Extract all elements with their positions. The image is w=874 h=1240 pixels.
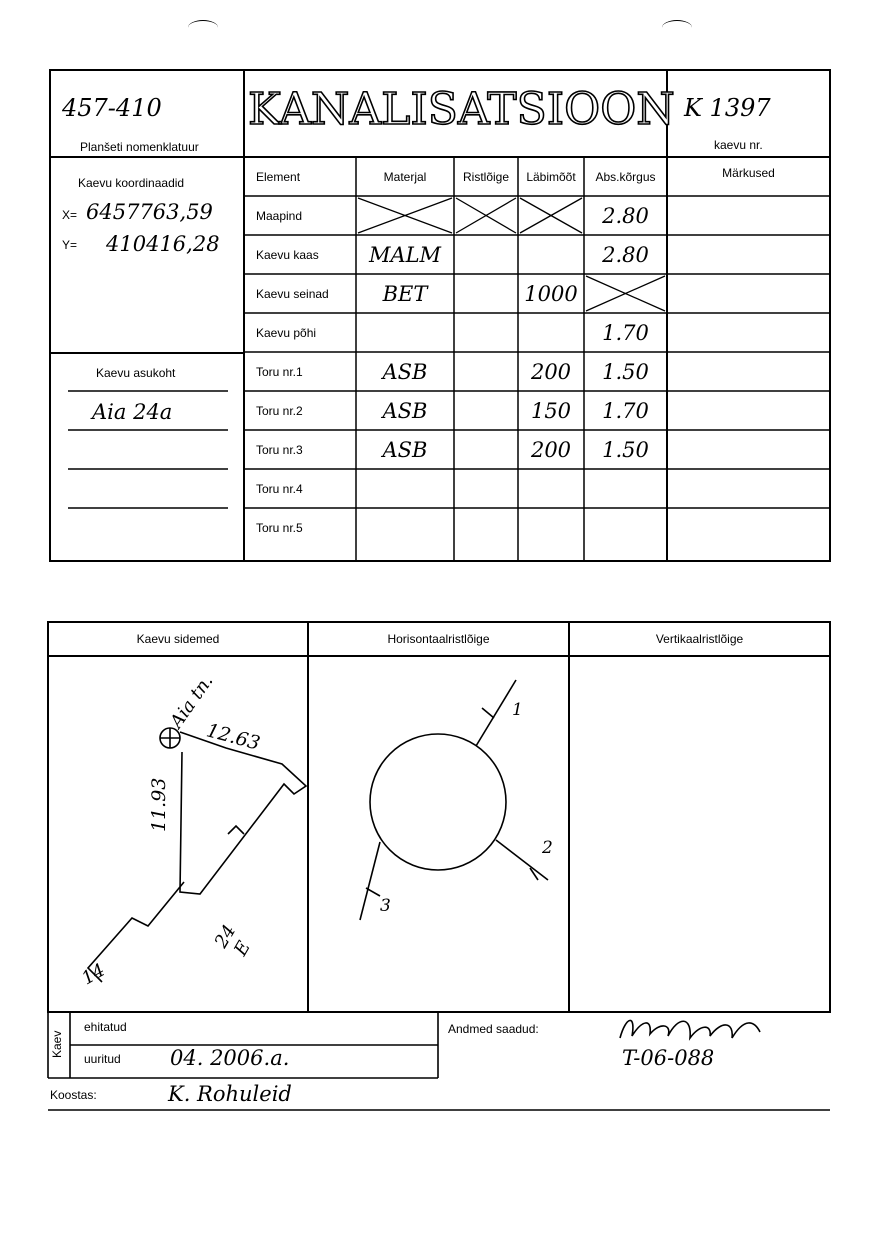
house-letter-a: E <box>230 937 255 960</box>
col-header-element: Element <box>256 170 301 184</box>
signature <box>612 1010 772 1050</box>
nomenclature-label: Planšeti nomenklatuur <box>80 140 199 154</box>
col-header-ristloige: Ristlõige <box>462 170 510 184</box>
location-label: Kaevu asukoht <box>96 366 176 380</box>
row-element: Toru nr.2 <box>256 403 303 418</box>
row-labimoot: 200 <box>530 359 572 384</box>
row-element: Toru nr.1 <box>256 364 303 379</box>
house-number-b: 14 <box>78 959 109 990</box>
pipe-label-2: 2 <box>542 838 553 858</box>
dimension-side: 11.93 <box>148 777 170 832</box>
location-value: Aia 24a <box>92 400 173 424</box>
row-abs-korgus: 1.50 <box>602 359 649 384</box>
row-labimoot: 1000 <box>524 281 578 306</box>
row-abs-korgus: 2.80 <box>602 203 649 228</box>
street-label: Aia tn. <box>166 671 218 733</box>
row-materjal: ASB <box>382 359 428 384</box>
uuritud-value: 04. 2006.a. <box>170 1046 290 1070</box>
row-materjal: ASB <box>382 437 428 462</box>
col-header-labimoot: Läbimõõt <box>526 170 576 184</box>
row-element: Toru nr.4 <box>256 481 303 496</box>
row-abs-korgus: 1.50 <box>602 437 649 462</box>
pipe-label-1: 1 <box>512 700 523 720</box>
col-header-materjal: Materjal <box>383 170 427 184</box>
col-header-abs-korgus: Abs.kõrgus <box>595 170 656 184</box>
x-label: X= <box>62 208 78 222</box>
row-element: Kaevu kaas <box>256 247 319 262</box>
well-number-label: kaevu nr. <box>714 138 763 152</box>
col-header-markused: Märkused <box>722 166 775 180</box>
row-labimoot: 200 <box>530 437 572 462</box>
document-number: T-06-088 <box>622 1046 715 1070</box>
row-abs-korgus: 1.70 <box>602 320 649 345</box>
x-coordinate: 6457763,59 <box>86 200 213 224</box>
row-element: Toru nr.3 <box>256 442 303 457</box>
pipe-label-3: 3 <box>380 896 391 916</box>
row-materjal: MALM <box>368 242 442 267</box>
sketch-header-vertikaal: Vertikaalristlõige <box>655 632 744 646</box>
y-label: Y= <box>62 238 78 252</box>
andmed-label: Andmed saadud: <box>448 1022 539 1036</box>
coordinates-label: Kaevu koordinaadid <box>78 176 185 190</box>
row-abs-korgus: 1.70 <box>602 398 649 423</box>
dimension-top: 12.63 <box>204 719 263 755</box>
kaev-label: Kaev <box>50 1030 64 1058</box>
house-number-a: 24 <box>210 921 241 952</box>
koostas-value: K. Rohuleid <box>168 1082 292 1106</box>
row-materjal: BET <box>382 281 428 306</box>
ehitatud-label: ehitatud <box>84 1020 127 1034</box>
row-abs-korgus: 2.80 <box>602 242 649 267</box>
row-element: Toru nr.5 <box>256 520 303 535</box>
page-title: KANALISATSIOON <box>248 84 675 135</box>
koostas-label: Koostas: <box>50 1088 97 1102</box>
row-labimoot: 150 <box>530 398 572 423</box>
uuritud-label: uuritud <box>84 1052 121 1066</box>
sketch-header-horisontaal: Horisontaalristlõige <box>387 632 490 646</box>
y-coordinate: 410416,28 <box>106 232 220 256</box>
row-element: Kaevu põhi <box>256 325 317 340</box>
well-number-value: K 1397 <box>684 94 771 122</box>
nomenclature-value: 457-410 <box>62 94 162 122</box>
sketch-header-sidemed: Kaevu sidemed <box>136 632 220 646</box>
row-element: Maapind <box>256 208 303 223</box>
row-materjal: ASB <box>382 398 428 423</box>
row-element: Kaevu seinad <box>256 286 329 301</box>
